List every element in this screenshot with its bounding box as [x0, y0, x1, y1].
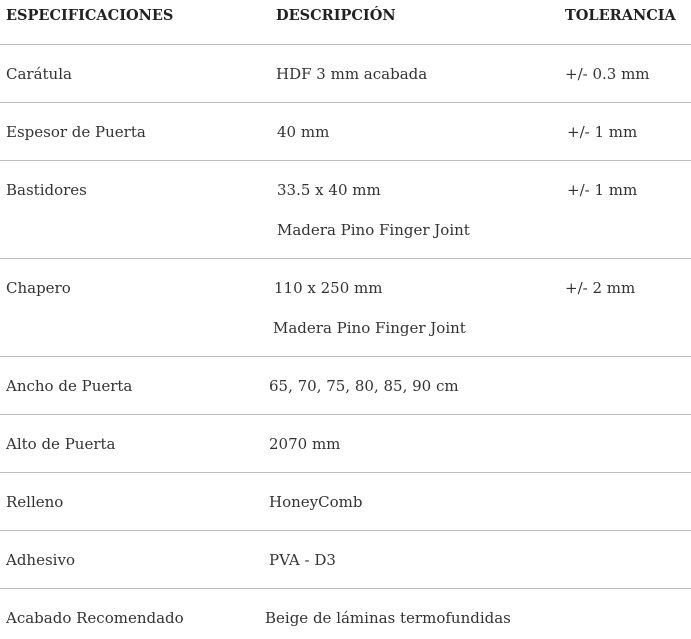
table-header-row — [0, 0, 691, 45]
row-desc: Beige de láminas termofundidas — [265, 609, 511, 627]
row-spec: Chapero — [6, 279, 71, 297]
row-spec: Carátula — [6, 65, 72, 83]
row-desc: 40 mm — [277, 123, 330, 141]
row-spec: Relleno — [6, 493, 64, 511]
row-desc: 2070 mm — [269, 435, 341, 453]
table-row — [0, 45, 691, 103]
row-spec: Alto de Puerta — [6, 435, 116, 453]
table-row — [0, 161, 691, 259]
table-row — [0, 531, 691, 589]
header-especificaciones: ESPECIFICACIONES — [6, 7, 174, 24]
table-row — [0, 415, 691, 473]
header-descripcion: DESCRIPCIÓN — [276, 7, 396, 24]
row-desc: PVA - D3 — [269, 551, 336, 569]
row-tolerance: +/- 2 mm — [565, 279, 636, 297]
table-row — [0, 103, 691, 161]
row-spec: Adhesivo — [6, 551, 75, 569]
row-spec: Acabado Recomendado — [6, 609, 184, 627]
table-row — [0, 259, 691, 357]
row-spec: Espesor de Puerta — [6, 123, 146, 141]
row-desc: HDF 3 mm acabada — [276, 65, 428, 83]
row-tolerance: +/- 1 mm — [567, 123, 638, 141]
row-desc: 110 x 250 mm — [274, 279, 383, 297]
row-tolerance: +/- 1 mm — [567, 181, 638, 199]
row-spec: Bastidores — [6, 181, 87, 199]
row-desc: 65, 70, 75, 80, 85, 90 cm — [269, 377, 459, 395]
row-desc-line-2: Madera Pino Finger Joint — [273, 319, 466, 337]
table-row — [0, 473, 691, 531]
header-tolerancia: TOLERANCIA — [565, 7, 676, 24]
row-spec: Ancho de Puerta — [6, 377, 133, 395]
table-row — [0, 589, 691, 639]
row-desc: 33.5 x 40 mm — [277, 181, 381, 199]
row-desc: HoneyComb — [269, 493, 363, 511]
table-row — [0, 357, 691, 415]
row-tolerance: +/- 0.3 mm — [565, 65, 650, 83]
row-desc-line-2: Madera Pino Finger Joint — [277, 221, 470, 239]
